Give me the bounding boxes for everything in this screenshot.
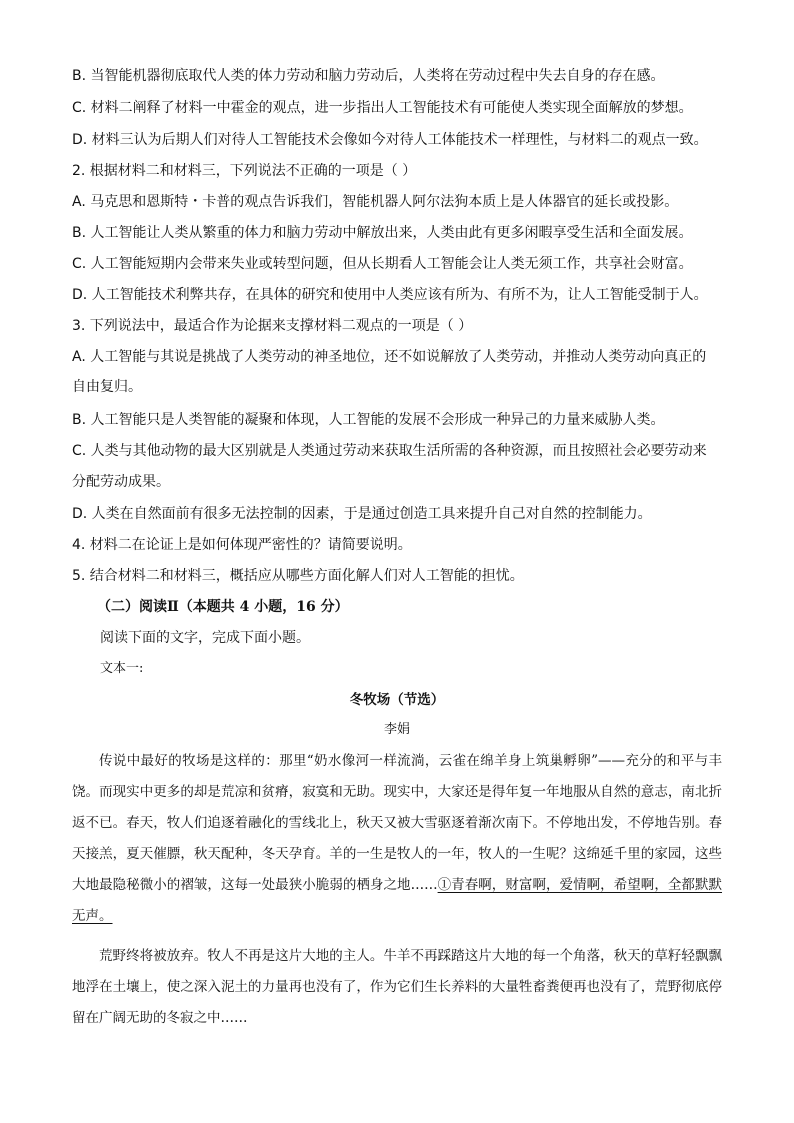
q3-option-a: A. 人工智能与其说是挑战了人类劳动的神圣地位，还不如说解放了人类劳动，并推动人类劳动向真正的 [72, 349, 707, 365]
paragraph-1-text: 传说中最好的牧场是这样的：那里“奶水像河一样流淌，云雀在绵羊身上筑巢孵卵”——充分的和平与丰饶。而现实中更多的却是荒凉和贫瘠，寂寞和无助。现实中，大家还是得年复一年地服从自然的意志，南北折返不已。春天，牧人们追逐着融化的雪线北上，秋天又被大雪驱逐着渐次南下。不停地出发，不停地告别。春天接羔，夏天催膘，秋天配种，冬天孕育。羊的一生是牧人的一年，牧人的一生呢？这绵延千里的家园，这些大地最隐秘微小的褶皱，这每一处最狭小脆弱的栖身之地…… [72, 753, 722, 893]
q1-option-b: B. 当智能机器彻底取代人类的体力劳动和脑力劳动后，人类将在劳动过程中失去自身的存在感。 [72, 68, 665, 84]
q5-stem: 5. 结合材料二和材料三，概括应从哪些方面化解人们对人工智能的担忧。 [72, 568, 524, 584]
q2-option-c: C. 人工智能短期内会带来失业或转型问题，但从长期看人工智能会让人类无须工作，共享社会财富。 [72, 256, 693, 272]
q3-option-c: C. 人类与其他动物的最大区别就是人类通过劳动来获取生活所需的各种资源，而且按照社会必要劳动来 [72, 443, 707, 459]
q4-stem: 4. 材料二在论证上是如何体现严密性的？请简要说明。 [72, 537, 412, 553]
article-title: 冬牧场（节选） [349, 692, 445, 708]
section-heading: （二）阅读Ⅱ（本题共 4 小题，16 分） [97, 599, 349, 615]
article-paragraph-1 [72, 746, 722, 932]
q3-option-c-cont: 分配劳动成果。 [72, 474, 170, 490]
article-author: 李娟 [383, 722, 410, 737]
text-label: 文本一: [100, 661, 144, 676]
q3-option-d: D. 人类在自然面前有很多无法控制的因素，于是通过创造工具来提升自己对自然的控制能力。 [72, 506, 652, 522]
article-paragraph-2: 荒野终将被放弃。牧人不再是这片大地的主人。牛羊不再踩踏这片大地的每一个角落，秋天的草籽轻飘飘地浮在土壤上，使之深入泥土的力量再也没有了，作为它们生长养料的大量牲畜粪便再也没有了，荒野彻底停留在广阔无助的冬寂之中…… [72, 948, 722, 1026]
q3-stem: 3. 下列说法中，最适合作为论据来支撑材料二观点的一项是（ ） [72, 318, 473, 334]
q3-option-b: B. 人工智能只是人类智能的凝聚和体现，人工智能的发展不会形成一种异己的力量来威胁人类。 [72, 412, 665, 428]
reading-instruction: 阅读下面的文字，完成下面小题。 [100, 630, 310, 646]
q1-option-c: C. 材料二阐释了材料一中霍金的观点，进一步指出人工智能技术有可能使人类实现全面解放的梦想。 [72, 100, 693, 116]
q2-stem: 2. 根据材料二和材料三，下列说法不正确的一项是（ ） [72, 163, 417, 179]
q2-option-b: B. 人工智能让人类从繁重的体力和脑力劳动中解放出来，人类由此有更多闲暇享受生活和全面发展。 [72, 225, 693, 241]
q1-option-d: D. 材料三认为后期人们对待人工智能技术会像如今对待人工体能技术一样理性，与材料二的观点一致。 [72, 132, 708, 148]
q2-option-d: D. 人工智能技术利弊共存，在具体的研究和使用中人类应该有所为、有所不为，让人工智能受制于人。 [72, 287, 708, 303]
underlined-sentence-1: ①青春啊，财富啊，爱情啊，希望啊，全都默默无声。 [72, 877, 723, 924]
q3-option-a-cont: 自由复归。 [72, 379, 142, 395]
q2-option-a: A. 马克思和恩斯特・卡普的观点告诉我们，智能机器人阿尔法狗本质上是人体器官的延长或投影。 [72, 194, 679, 210]
